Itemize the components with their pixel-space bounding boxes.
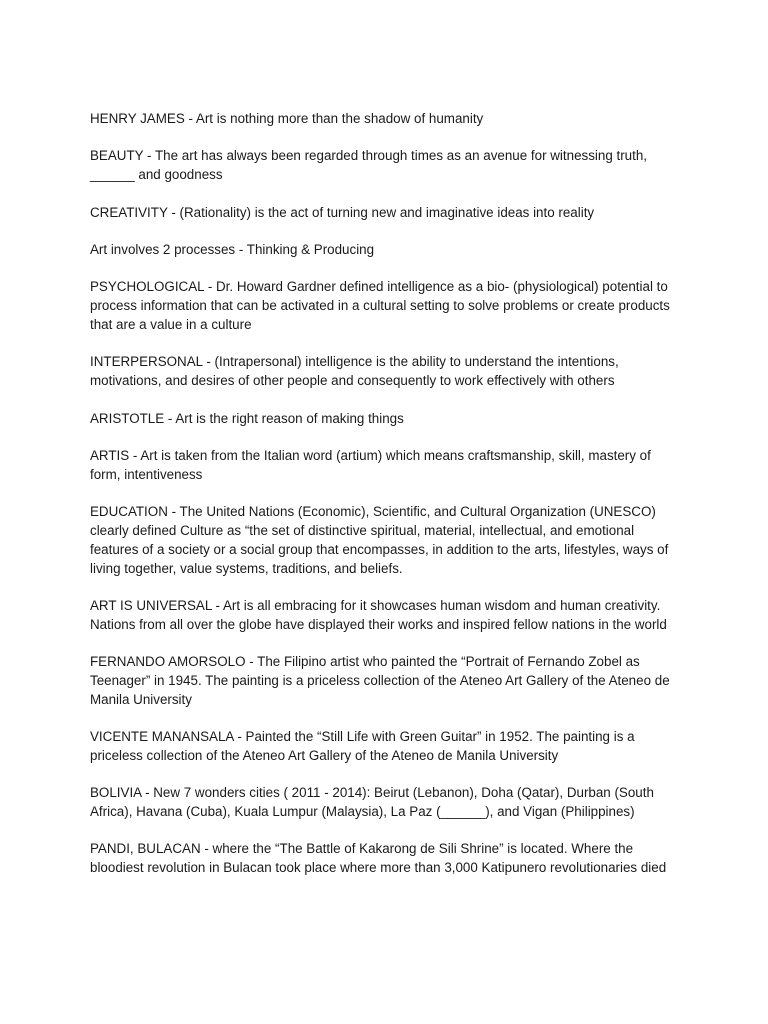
paragraph-creativity: CREATIVITY - (Rationality) is the act of turning new and imaginative ideas into reality (90, 204, 595, 220)
paragraph-aristotle: ARISTOTLE - Art is the right reason of making things (90, 410, 404, 426)
paragraph-art-processes: Art involves 2 processes - Thinking & Producing (90, 241, 375, 257)
paragraph-beauty: BEAUTY - The art has always been regarded through times as an avenue for witnessing truth, ______ and goodness (90, 148, 648, 183)
paragraph-interpersonal: INTERPERSONAL - (Intrapersonal) intelligence is the ability to understand the intentions, motivations, and desires of other people and consequently to work effectively with others (90, 354, 619, 389)
paragraph-pandi-bulacan: PANDI, BULACAN - where the “The Battle of Kakarong de Sili Shrine” is located. Where the bloodiest revolution in Bulacan took place where more than 3,000 Katipunero revolutionaries died (90, 841, 667, 876)
paragraph-education: EDUCATION - The United Nations (Economic), Scientific, and Cultural Organization (UNESCO) clearly defined Culture as “the set of distinctive spiritual, material, intellectual, and emotional features of a society or a social group that encompasses, in addition to the arts, lifestyles, ways of living together, value systems, traditions, and beliefs. (90, 504, 669, 576)
paragraph-vicente-manansala: VICENTE MANANSALA - Painted the “Still Life with Green Guitar” in 1952. The painting is a priceless collection of the Ateneo Art Gallery of the Ateneo de Manila University (90, 729, 635, 763)
document-body (90, 110, 682, 897)
paragraph-bolivia: BOLIVIA - New 7 wonders cities ( 2011 - 2014): Beirut (Lebanon), Doha (Qatar), Durban (South Africa), Havana (Cuba), Kuala Lumpur (Malaysia), La Paz (______), and Vigan (Philippines) (90, 785, 654, 820)
paragraph-artis: ARTIS - Art is taken from the Italian word (artium) which means craftsmanship, skill, mastery of form, intentiveness (90, 447, 651, 482)
paragraph-fernando-amorsolo: FERNANDO AMORSOLO - The Filipino artist who painted the “Portrait of Fernando Zobel as Teenager” in 1945. The painting is a priceless collection of the Ateneo Art Gallery of the Ateneo de Manila University (90, 654, 670, 707)
paragraph-art-is-universal: ART IS UNIVERSAL - Art is all embracing for it showcases human wisdom and human creativity. Nations from all over the globe have displayed their works and inspired fellow nations in the world (90, 597, 667, 632)
paragraph-henry-james: HENRY JAMES - Art is nothing more than the shadow of humanity (90, 111, 484, 126)
paragraph-psychological: PSYCHOLOGICAL - Dr. Howard Gardner defined intelligence as a bio- (physiological) potential to process information that can be activated in a cultural setting to solve problems or create products that are a value in a culture (90, 279, 670, 332)
